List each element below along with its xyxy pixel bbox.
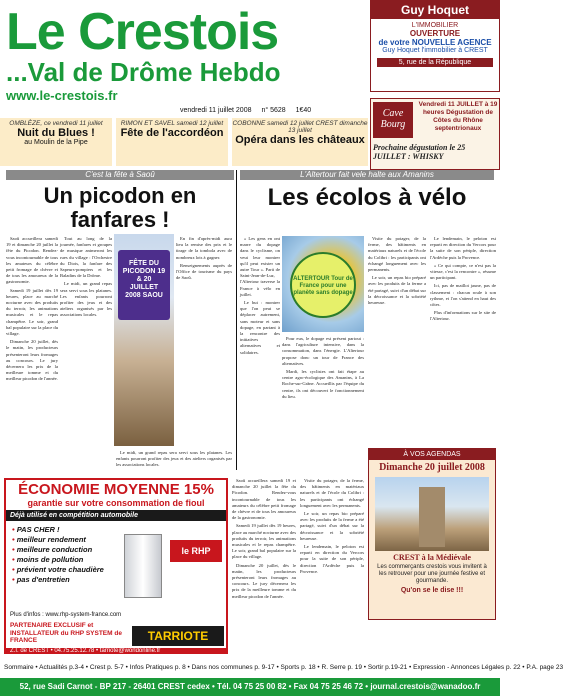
lower-col2	[300, 478, 364, 658]
ad-line: de votre NOUVELLE AGENCE	[378, 38, 492, 47]
teaser-band	[0, 118, 370, 166]
tower-shape	[419, 487, 445, 547]
teaser-accordeon[interactable]	[116, 118, 228, 166]
paragraph: Le but : montrer que l'on peut se déplacer autrement, sans moteur et sans dopage, en partant à la rencontre des initiatives alternatives et solidaires.	[240, 300, 280, 355]
teaser-title: Nuit du Blues !	[17, 127, 95, 139]
guy-hoquet-ad[interactable]	[370, 0, 500, 92]
paragraph: Visite du potager, de la ferme, des bâtiments en matériaux naturels et de l'école du Colibri : les participants ont échangé longuement avec les permanents.	[368, 236, 426, 273]
newspaper-title: Le Crestois	[6, 3, 279, 61]
ad-title: ÉCONOMIE MOYENNE 15%	[18, 481, 214, 498]
issue-date: vendredi 11 juillet 2008	[180, 107, 252, 114]
teaser-sub: au Moulin de la Pipe	[24, 139, 88, 146]
agenda-header: À VOS AGENDAS	[369, 449, 495, 460]
ad-subtitle: garantie sur votre consommation de fioul	[27, 498, 205, 508]
medieval-photo	[375, 477, 489, 551]
paragraph: Le lendemain, le peloton est reparti en direction du Vercors pour la suite de son périple, direction l'Ardèche puis la Provence.	[430, 236, 496, 260]
paragraph: Visite du potager, de la ferme, des bâtiments en matériaux naturels et de l'école du Colibri : les participants ont échangé longuement avec les permanents.	[300, 478, 364, 508]
ad-line: OUVERTURE	[409, 29, 461, 38]
paragraph: « Les gens en ont marre du dopage dans le cyclisme, on veut leur montrer qu'il peut exister un autre Tour ». Parti de Saint-Jean-de-Luz, l'Altertour traverse la France à vélo en juillet.	[240, 236, 280, 297]
paragraph: En fin d'après-midi aura lieu la remise des prix et le tirage de la tombola avec de nombreux lots à gagner.	[176, 236, 232, 260]
ad-address: 5, rue de la République	[377, 58, 493, 67]
paragraph: Pour eux, le dopage est présent partout : dans l'agriculture intensive, dans la consommation, dans l'énergie. L'Altertour propose donc un tour de France des alternatives.	[282, 336, 364, 366]
article-ecolos-col3	[368, 236, 426, 444]
paragraph: Tout au long de la journée, fanfares et groupes de musique animeront les rues du village : l'Orchestre du Diois, la fanfare des Sapeurs-pompiers et les Baladins de la Drôme.	[60, 236, 112, 279]
agenda-text: Les commerçants crestois vous invitent à les retrouver pour une journée festive et gourmande.	[377, 564, 487, 584]
altertour-logo	[290, 252, 356, 318]
agenda-date: Dimanche 20 juillet 2008	[379, 462, 485, 473]
newspaper-subtitle: ...Val de Drôme Hebdo	[6, 57, 281, 87]
paragraph: Dimanche 20 juillet, dès le matin, les producteurs présenteront leurs fromages au concours. Le jury décernera les prix de la meilleure tomme et du meilleur picodon de l'année.	[6, 339, 58, 382]
ad-brand: Guy Hoquet	[371, 1, 499, 19]
feature-item: • moins de pollution	[12, 555, 220, 565]
paragraph: Le lendemain, le peloton est reparti en direction du Vercors pour la suite de son périple, direction l'Ardèche puis la Provence.	[300, 544, 364, 574]
rhp-system-ad[interactable]	[4, 478, 228, 654]
column-divider	[236, 170, 237, 470]
altertour-logo-text: ALTERTOUR Tour de France pour une planète sans dopage	[293, 276, 353, 296]
paragraph: Le soir, un repas bio préparé avec les produits de la ferme a été partagé, suivi d'un débat sur la décroissance et la sobriété heureuse.	[300, 511, 364, 541]
headline-picodon[interactable]: Un picodon en fanfares !	[43, 183, 197, 232]
feature-item: • meilleure conduction	[12, 545, 220, 555]
feature-item: • PAS CHER !	[12, 525, 220, 535]
tarriote-logo: TARRIOTE	[132, 626, 224, 646]
paragraph: Saoû accueillera samedi 19 et dimanche 20 juillet la fête du Picodon. Rendez-vous incontournable de tous les amateurs du célèbre petit fromage de chèvre et de tous les amoureux de la gastronomie.	[6, 236, 58, 285]
paragraph: Le midi, un grand repas sera servi sous les platanes. Les enfants pourront profiter des jeux et des ateliers organisés par les associations locales.	[116, 450, 232, 468]
headline-ecolos[interactable]: Les écolos à vélo	[267, 184, 467, 211]
teaser-kicker: OMBLÈZE, ce vendredi 11 juillet	[9, 120, 103, 127]
boiler-image	[124, 534, 162, 598]
feature-item: • prévient votre chaudière	[12, 565, 220, 575]
paragraph: Le soir, un repas bio préparé avec les produits de la ferme a été partagé, suivi d'un débat sur la décroissance et la sobriété heureuse.	[368, 275, 426, 306]
teaser-title: Opéra dans les châteaux	[235, 134, 365, 146]
article-ecolos-col2	[282, 336, 364, 472]
paragraph: Mardi, les cyclistes ont fait étape au centre agro-écologique des Amanins, à La Roche-sur-Grâne. Accueillis par l'équipe du centre, ils ont découvert le fonctionnement du lieu.	[282, 369, 364, 399]
article-picodon-col2	[60, 236, 112, 472]
table-of-contents: Sommaire • Actualités p.3-4 • Crest p. 5-7 • Infos Pratiques p. 8 • Dans nos communes p. 9-17 • Sports p. 18 • R. Serre p. 19 • Sortir p.19-21 • Expression - Annonces Légales p. 22 • P.A. page 23	[4, 664, 563, 671]
poster-text: FÊTE DU PICODON 19 & 20 JUILLET 2008 SAOU	[122, 260, 166, 299]
ad-footer: Z.I. de CREST • 04.75.25.12.78 • tarriote@worldonline.fr	[6, 648, 226, 654]
article-ecolos-col1	[240, 236, 280, 472]
article-picodon-col3	[176, 236, 232, 472]
paragraph: « Ce qui compte, ce n'est pas la vitesse, c'est la rencontre », résume un participant.	[430, 262, 496, 281]
ad-tagline: L'IMMOBILIER	[411, 22, 459, 29]
teaser-opera[interactable]	[232, 118, 368, 166]
paragraph: Renseignements auprès de l'Office de tourisme du pays de Saoû.	[176, 262, 232, 281]
ad-band: Déjà utilisé en compétition automobile	[6, 510, 226, 521]
teaser-kicker: COBONNE samedi 12 juillet CREST dimanche 13 juillet	[232, 120, 368, 134]
paragraph: Dimanche 20 juillet, dès le matin, les producteurs présenteront leurs fromages au concours. Le jury décernera les prix de la meilleure tomme et du meilleur picodon de l'année.	[232, 562, 296, 599]
teaser-blues[interactable]	[0, 118, 112, 166]
more-info-link[interactable]: Plus d'infos : www.rhp-system-france.com	[10, 612, 122, 618]
cave-program: Prochaine dégustation le 25 JUILLET : WHISKY	[373, 143, 466, 161]
picodon-poster	[118, 250, 170, 320]
dateline	[180, 107, 319, 114]
article-picodon-tail	[116, 450, 232, 474]
teaser-title: Fête de l'accordéon	[120, 127, 224, 139]
rhp-product: le RHP System	[170, 540, 222, 562]
agenda-box[interactable]	[368, 448, 496, 620]
masthead	[0, 0, 340, 118]
article-picodon-col1	[6, 236, 58, 472]
footer-contact: 52, rue Sadi Carnot - BP 217 - 26401 CREST cedex • Tél. 04 75 25 00 82 • Fax 04 75 25 46 72 • journal.crestois@wanadoo.fr	[0, 678, 500, 696]
paragraph: Samedi 19 juillet dès 19 heures, place au marché nocturne avec des produits du terroir, les animations musicales et le repas champêtre. Le soir, grand bal populaire sur la place du village.	[6, 287, 58, 337]
issue-number: n° 5628	[261, 107, 286, 114]
issue-price: 1€40	[295, 107, 312, 114]
cave-bourg-ad[interactable]	[370, 98, 500, 170]
lower-col1	[232, 478, 296, 658]
paragraph: Saoû accueillera samedi 19 et dimanche 20 juillet la fête du Picodon. Rendez-vous incontournable de tous les amateurs du célèbre petit fromage de chèvre et de tous les amoureux de la gastronomie.	[232, 478, 296, 521]
rubric-picodon: C'est la fête à Saoû	[6, 170, 234, 180]
partner-text: PARTENAIRE EXCLUSIF et INSTALLATEUR du RHP SYSTEM de FRANCE	[10, 622, 122, 644]
paragraph: Plus d'informations sur le site de l'Altertour.	[430, 310, 496, 322]
agenda-tagline: Qu'on se le dise !!!	[400, 587, 464, 594]
agenda-title: CREST à la Médiévale	[393, 553, 471, 562]
teaser-kicker: RIMON ET SAVEL samedi 12 juillet	[120, 120, 224, 127]
ad-line: Guy Hoquet l'immobilier à CREST	[382, 47, 488, 54]
paragraph: Samedi 19 juillet dès 19 heures, place au marché nocturne avec des produits du terroir, les animations musicales et le repas champêtre. Le soir, grand bal populaire sur la place du village.	[232, 523, 296, 560]
website-link[interactable]: www.le-crestois.fr	[6, 88, 118, 103]
paragraph: Ici, pas de maillot jaune, pas de classement : chacun roule à son rythme, et l'on s'attend en haut des côtes.	[430, 283, 496, 308]
feature-item: • pas d'entretien	[12, 575, 220, 585]
feature-item: • meilleur rendement	[12, 535, 220, 545]
cave-logo: Cave Bourg	[373, 102, 413, 138]
paragraph: Le midi, un grand repas sera servi sous les platanes. Les enfants pourront profiter des jeux et des ateliers organisés par les associations locales.	[60, 281, 112, 318]
rubric-ecolos: L'Altertour fait vele halte aux Amanins	[240, 170, 494, 180]
article-ecolos-col4	[430, 236, 496, 444]
cave-event: Vendredi 11 JUILLET à 19 heures Dégustation de Côtes du Rhône septentrionaux	[418, 101, 498, 132]
